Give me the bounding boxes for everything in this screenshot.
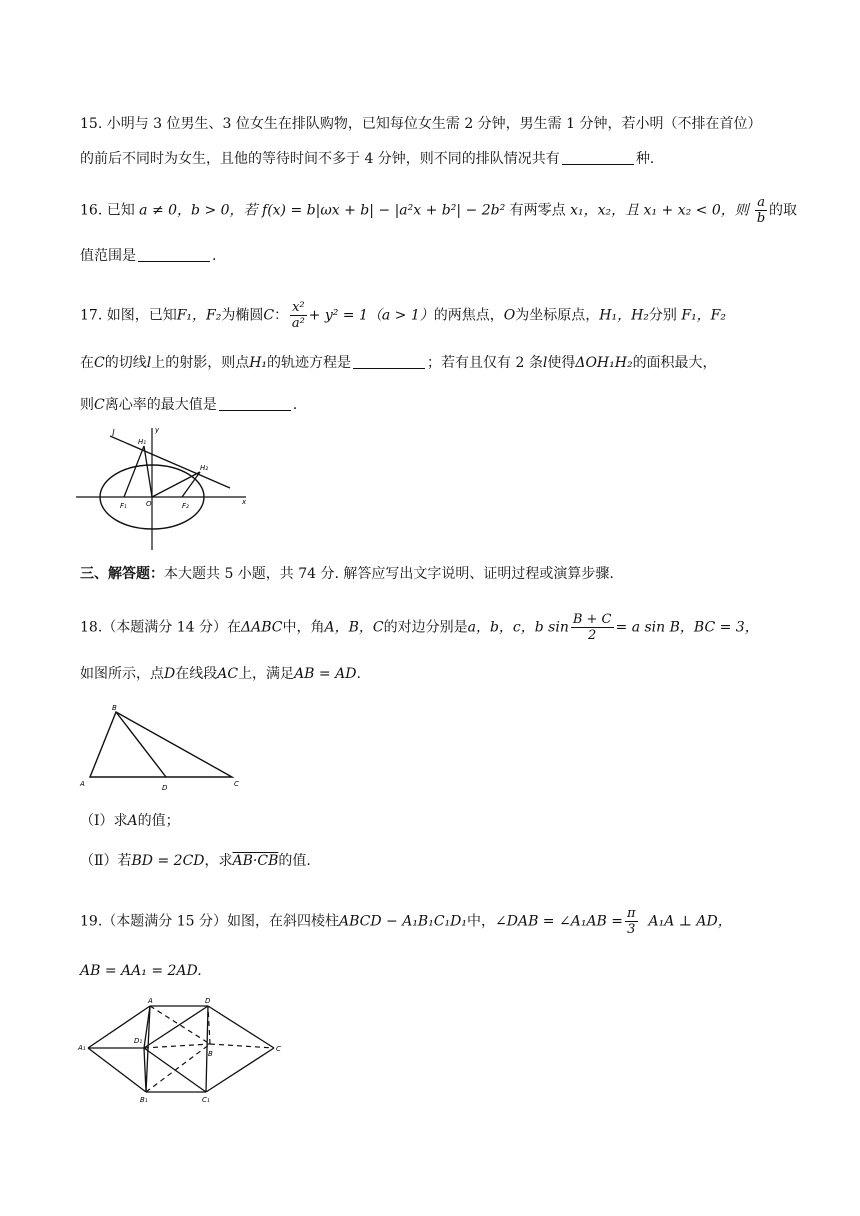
q16-line2-text: 值范围是 (80, 248, 136, 264)
q16-prefix: 16. 已知 (80, 202, 135, 219)
ellipse-figure (72, 424, 252, 552)
fig19-label-A: A (148, 997, 153, 1005)
answer-blank (353, 354, 425, 369)
q18-line1: 18.（本题满分 14 分）在ΔABC中，角A，B，C的对边分别是a，b，c，b sin $\frac{B + C}{2}$ = a sin B，BC = 3， (80, 612, 759, 643)
q19-line2 (80, 961, 202, 981)
q15-line2 (80, 149, 654, 169)
fig17-label-F1: F₁ (120, 502, 127, 510)
fig17-label-H2: H₂ (200, 464, 209, 472)
q16-mid: 有两零点 (509, 202, 566, 219)
q18-line2: 如图所示，点D在线段AC上，满足AB = AD. (80, 666, 361, 682)
q16-vars: x₁，x₂，且 x₁ + x₂ < 0，则 (570, 202, 749, 219)
fig17-label-H1: H₁ (138, 438, 147, 446)
q17-fraction: $\frac{\text{x²}}{\text{a²}}$ (291, 300, 305, 331)
q17-line2: 在C的切线l上的射影，则点H₁的轨迹方程是 ；若有且仅有 2 条l使得ΔOH₁H₂的面积最大， (80, 355, 717, 371)
answer-blank (138, 247, 210, 262)
fig17-label-x: x (242, 498, 247, 506)
q17-line1: 17. 如图，已知F₁，F₂为椭圆C： $\frac{\text{x²}}{\text{a²}}$ + y² = 1（a > 1）的两焦点，O为坐标原点，H₁，H₂分别 F₁，F₂ (80, 300, 727, 331)
q16-func: f(x) = b|ωx + b| − |a²x + b²| − 2b² (262, 202, 506, 219)
fig18-label-A: A (80, 780, 85, 788)
q16-fraction: $\frac{a}{b}$ (756, 195, 766, 226)
q17-line3: 则C离心率的最大值是 . (80, 397, 298, 413)
q19-fraction: $\frac{\pi}{3}$ (627, 906, 636, 937)
triangle-figure (76, 700, 246, 794)
fig17-label-O: O (146, 500, 152, 508)
fig19-label-C1: C₁ (202, 1096, 210, 1104)
section3-heading (80, 564, 614, 584)
fig17-label-y: y (155, 426, 160, 434)
fig19-label-D: D (205, 997, 211, 1005)
q17-prefix: 17. 如图，已知 (80, 307, 177, 324)
q16-line2: 值范围是 . (80, 248, 217, 264)
q19-line1: 19.（本题满分 15 分）如图，在斜四棱柱ABCD − A₁B₁C₁D₁中，∠DAB = ∠A₁AB = $\frac{\pi}{3}$ A₁A ⊥ AD， (80, 906, 732, 937)
q16-line1 (80, 195, 797, 226)
q16-end: 的取 (768, 202, 797, 219)
fig19-label-C: C (276, 1045, 281, 1053)
fig19-label-A1: A₁ (78, 1044, 86, 1052)
q18-part2: （Ⅱ）若BD = 2CD，求AB·CB的值. (80, 853, 311, 869)
q18-vector-product: AB·CB (232, 853, 279, 869)
fig18-label-B: B (112, 704, 117, 712)
q16-cond: a ≠ 0，b > 0，若 (139, 202, 258, 219)
fig17-label-l: l (112, 429, 115, 439)
fig18-label-D: D (162, 784, 168, 792)
fig19-label-B: B (208, 1050, 213, 1058)
answer-blank (562, 150, 634, 165)
section3-text: 本大题共 5 小题，共 74 分. 解答应写出文字说明、证明过程或演算步骤. (164, 566, 614, 582)
section3-title: 三、解答题： (80, 566, 164, 582)
q15-text: 的前后不同时为女生，且他的等待时间不多于 4 分钟，则不同的排队情况共有 (80, 151, 560, 167)
q18-part1: （Ⅰ）求A的值； (80, 813, 180, 829)
fig19-label-B1: B₁ (140, 1096, 148, 1104)
q19-condition: AB = AA₁ = 2AD. (80, 963, 202, 979)
q15-end: 种. (635, 151, 655, 167)
q18-fraction: $\frac{B + C}{2}$ (572, 612, 612, 643)
answer-blank (219, 396, 291, 411)
q15-line1: 15. 小明与 3 位男生、3 位女生在排队购物，已知每位女生需 2 分钟，男生需 1 分钟，若小明（不排在首位） (80, 116, 762, 132)
fig19-label-D1: D₁ (134, 1037, 143, 1045)
fig18-label-C: C (234, 780, 239, 788)
prism-figure (76, 994, 286, 1104)
fig17-label-F2: F₂ (182, 502, 189, 510)
